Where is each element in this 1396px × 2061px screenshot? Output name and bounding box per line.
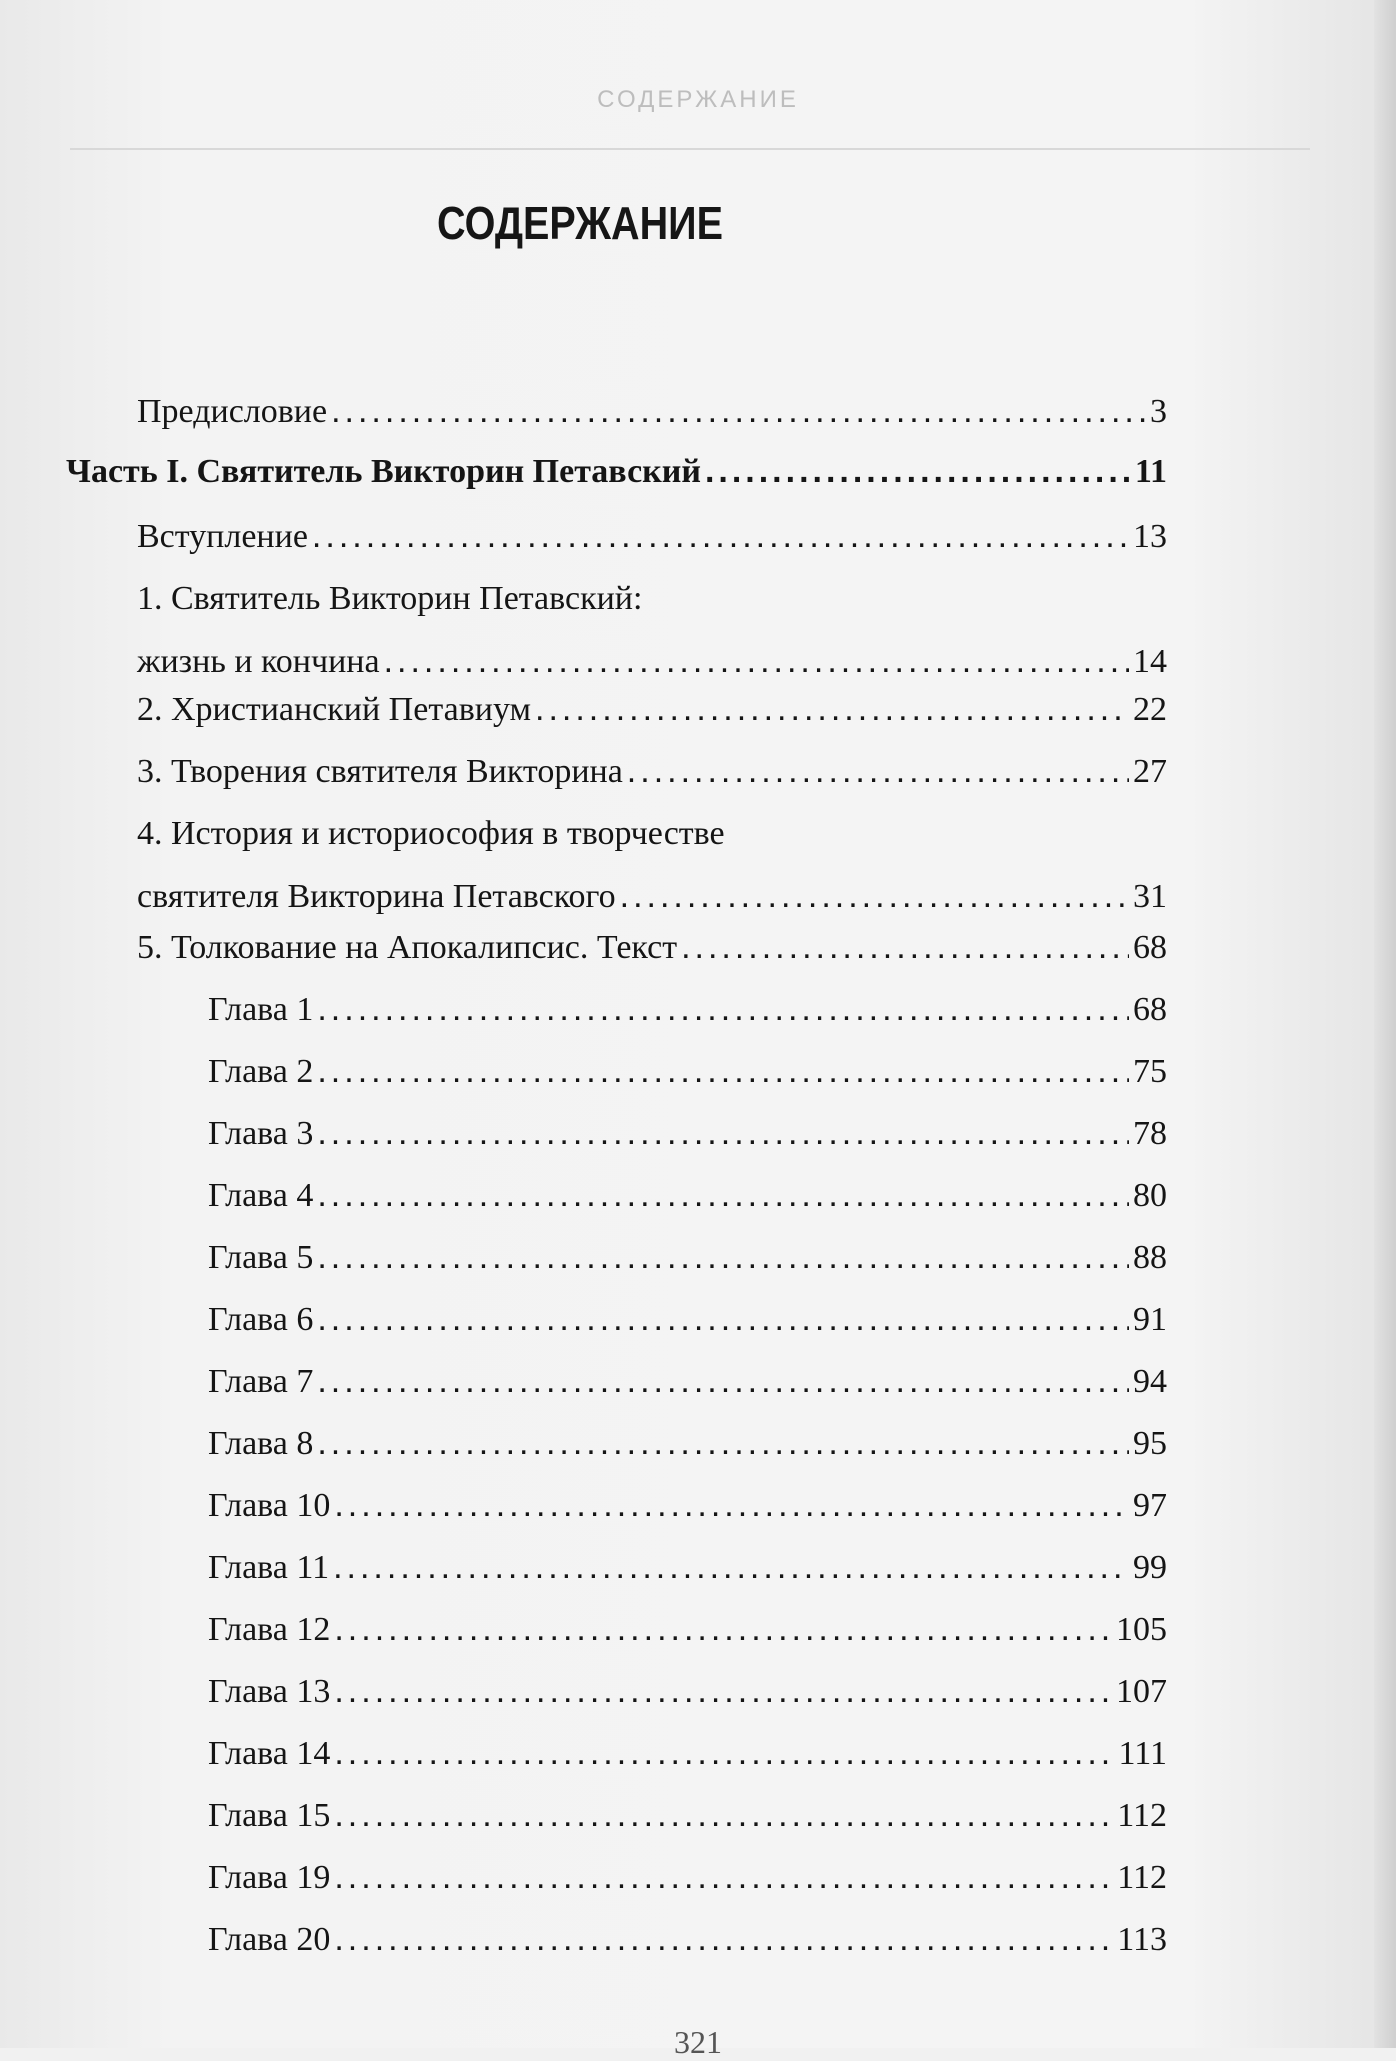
toc-entry-label: Глава 10 bbox=[208, 1487, 331, 1524]
toc-entry-label: Предисловие bbox=[137, 393, 328, 430]
toc-entry-glava-13[interactable] bbox=[208, 1662, 1167, 1720]
toc-entry-label: 4. История и историософия в творчестве bbox=[137, 815, 725, 852]
toc-entry-glava-8[interactable] bbox=[208, 1414, 1167, 1472]
dot-leader bbox=[620, 867, 1129, 925]
toc-entry-glava-2[interactable] bbox=[208, 1042, 1167, 1100]
toc-entry-label: 2. Христианский Петавиум bbox=[137, 691, 532, 728]
toc-entry-glava-19[interactable] bbox=[208, 1848, 1167, 1906]
dot-leader bbox=[331, 382, 1146, 440]
toc-entry-page: 107 bbox=[1116, 1673, 1167, 1710]
toc-entry-label: 1. Святитель Викторин Петавский: bbox=[137, 580, 643, 617]
toc-entry-page: 112 bbox=[1117, 1859, 1167, 1896]
toc-entry-page: 13 bbox=[1133, 518, 1167, 555]
toc-entry-page: 111 bbox=[1118, 1735, 1167, 1772]
dot-leader bbox=[705, 442, 1131, 500]
toc-entry-chapter-1[interactable] bbox=[137, 570, 1167, 690]
toc-entry-label: Глава 15 bbox=[208, 1797, 331, 1834]
toc-entry-glava-14[interactable] bbox=[208, 1724, 1167, 1782]
toc-entry-chapter-5[interactable] bbox=[137, 918, 1167, 976]
dot-leader bbox=[333, 1538, 1129, 1596]
toc-entry-label: Глава 11 bbox=[208, 1549, 330, 1586]
dot-leader bbox=[535, 680, 1129, 738]
toc-entry-page: 91 bbox=[1133, 1301, 1167, 1338]
toc-entry-label: Глава 4 bbox=[208, 1177, 314, 1214]
toc-entry-label: Глава 2 bbox=[208, 1053, 314, 1090]
toc-entry-label-continued: святителя Викторина Петавского bbox=[137, 878, 616, 915]
toc-entry-page: 78 bbox=[1133, 1115, 1167, 1152]
toc-entry-label: Глава 7 bbox=[208, 1363, 314, 1400]
toc-entry-page: 97 bbox=[1133, 1487, 1167, 1524]
toc-entry-label: Глава 20 bbox=[208, 1921, 331, 1958]
toc-entry-label-continued: жизнь и кончина bbox=[137, 643, 380, 680]
toc-entry-glava-20[interactable] bbox=[208, 1910, 1167, 1968]
toc-entry-page: 112 bbox=[1117, 1797, 1167, 1834]
dot-leader bbox=[317, 1352, 1129, 1410]
toc-entry-page: 3 bbox=[1150, 393, 1167, 430]
toc-entry-page: 68 bbox=[1133, 929, 1167, 966]
toc-entry-glava-12[interactable] bbox=[208, 1600, 1167, 1658]
toc-entry-label: Часть I. Святитель Викторин Петавский bbox=[66, 453, 701, 490]
dot-leader bbox=[317, 1042, 1129, 1100]
toc-entry-page: 75 bbox=[1133, 1053, 1167, 1090]
dot-leader bbox=[317, 1228, 1129, 1286]
toc-entry-page: 113 bbox=[1117, 1921, 1167, 1958]
toc-entry-page: 22 bbox=[1133, 691, 1167, 728]
toc-entry-label: Глава 3 bbox=[208, 1115, 314, 1152]
toc-entry-glava-15[interactable] bbox=[208, 1786, 1167, 1844]
running-head: СОДЕРЖАНИЕ bbox=[597, 86, 799, 113]
toc-entry-page: 105 bbox=[1116, 1611, 1167, 1648]
toc-entry-glava-5[interactable] bbox=[208, 1228, 1167, 1286]
dot-leader bbox=[317, 980, 1129, 1038]
toc-entry-label: Глава 14 bbox=[208, 1735, 331, 1772]
toc-entry-glava-1[interactable] bbox=[208, 980, 1167, 1038]
toc-entry-label: 3. Творения святителя Викторина bbox=[137, 753, 623, 790]
dot-leader bbox=[334, 1910, 1113, 1968]
dot-leader bbox=[334, 1600, 1112, 1658]
toc-entry-page: 88 bbox=[1133, 1239, 1167, 1276]
toc-entry-page: 68 bbox=[1133, 991, 1167, 1028]
dot-leader bbox=[334, 1786, 1113, 1844]
page-title: СОДЕРЖАНИЕ bbox=[436, 197, 723, 249]
dot-leader bbox=[334, 1662, 1112, 1720]
toc-entry-glava-10[interactable] bbox=[208, 1476, 1167, 1534]
toc-entry-page: 27 bbox=[1133, 753, 1167, 790]
toc-entry-label: Глава 8 bbox=[208, 1425, 314, 1462]
dot-leader bbox=[627, 742, 1129, 800]
dot-leader bbox=[317, 1290, 1129, 1348]
toc-entry-label: Вступление bbox=[137, 518, 308, 555]
dot-leader bbox=[317, 1414, 1129, 1472]
toc-entry-page: 94 bbox=[1133, 1363, 1167, 1400]
dot-leader bbox=[334, 1476, 1129, 1534]
toc-entry-line2 bbox=[137, 867, 1167, 925]
toc-entry-glava-11[interactable] bbox=[208, 1538, 1167, 1596]
toc-entry-page: 99 bbox=[1133, 1549, 1167, 1586]
dot-leader bbox=[334, 1724, 1114, 1782]
toc-entry-glava-6[interactable] bbox=[208, 1290, 1167, 1348]
toc-entry-chapter-4[interactable] bbox=[137, 805, 1167, 925]
toc-entry-page: 14 bbox=[1133, 643, 1167, 680]
toc-entry-label: Глава 5 bbox=[208, 1239, 314, 1276]
toc-entry-preface[interactable] bbox=[137, 382, 1167, 440]
toc-entry-label: Глава 6 bbox=[208, 1301, 314, 1338]
page-number: 321 bbox=[674, 2024, 722, 2060]
toc-entry-glava-4[interactable] bbox=[208, 1166, 1167, 1224]
dot-leader bbox=[334, 1848, 1113, 1906]
toc-entry-label: Глава 13 bbox=[208, 1673, 331, 1710]
toc-entry-chapter-3[interactable] bbox=[137, 742, 1167, 800]
toc-entry-page: 31 bbox=[1133, 878, 1167, 915]
toc-entry-introduction[interactable] bbox=[137, 507, 1167, 565]
toc-entry-page: 80 bbox=[1133, 1177, 1167, 1214]
dot-leader bbox=[317, 1166, 1129, 1224]
toc-entry-part-1[interactable] bbox=[66, 442, 1167, 500]
toc-entry-page: 95 bbox=[1133, 1425, 1167, 1462]
dot-leader bbox=[312, 507, 1129, 565]
toc-entry-label: 5. Толкование на Апокалипсис. Текст bbox=[137, 929, 678, 966]
toc-entry-label: Глава 1 bbox=[208, 991, 314, 1028]
toc-entry-glava-7[interactable] bbox=[208, 1352, 1167, 1410]
dot-leader bbox=[681, 918, 1129, 976]
toc-entry-page: 11 bbox=[1134, 453, 1167, 490]
toc-entry-label: Глава 12 bbox=[208, 1611, 331, 1648]
toc-entry-glava-3[interactable] bbox=[208, 1104, 1167, 1162]
dot-leader bbox=[317, 1104, 1129, 1162]
toc-entry-label: Глава 19 bbox=[208, 1859, 331, 1896]
toc-entry-chapter-2[interactable] bbox=[137, 680, 1167, 738]
